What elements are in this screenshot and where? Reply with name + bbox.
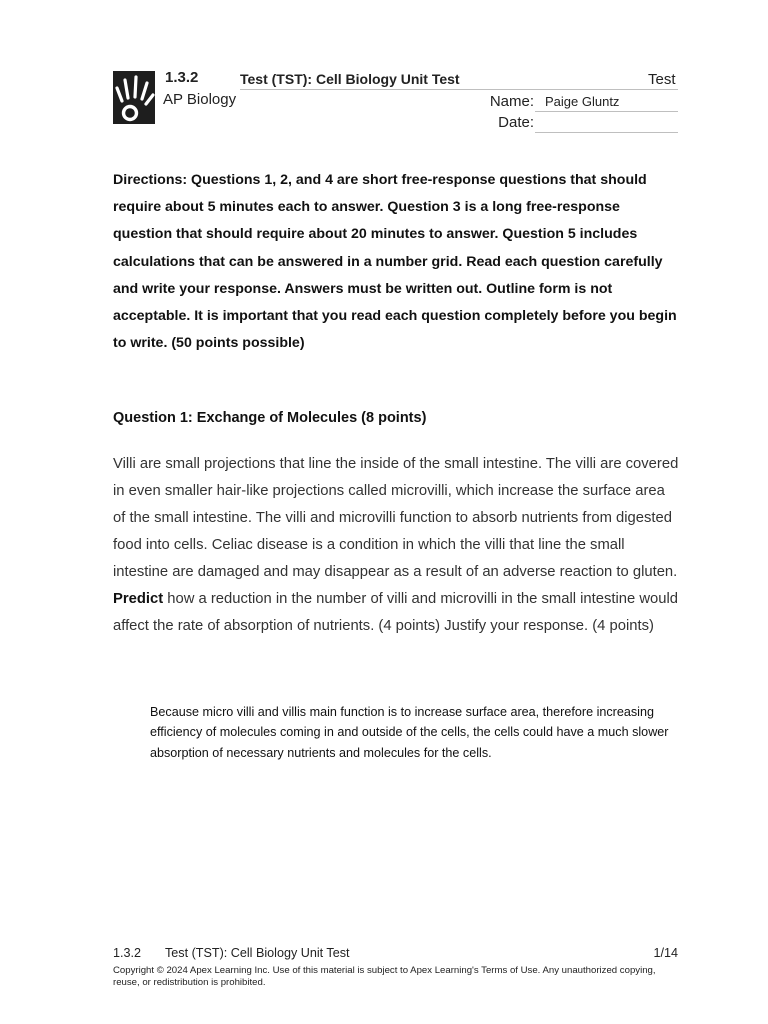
page-number: 1/14 xyxy=(653,946,678,960)
prompt-text: how a reduction in the number of villi and microvilli in the small intestine would affect the rate of absorption of nutrients. (4 points) Justify your response. (4 points) xyxy=(113,591,679,634)
name-field[interactable]: Paige Gluntz xyxy=(545,94,620,109)
section-number: 1.3.2 xyxy=(165,69,199,86)
question-1-heading: Question 1: Exchange of Molecules (8 points) xyxy=(113,410,427,426)
directions-text: Directions: Questions 1, 2, and 4 are short free-response questions that should require about 5 minutes each to answer. Question 3 is a long free-response question that should require about 20 minutes to answer. Question 5 includes calculations that can be answered in a number grid. Read each question carefully and write your response. Answers must be written out. Outline form is not acceptable. It is important that you read each question completely before you begin to write. (50 points possible) xyxy=(113,172,677,352)
document-type: Test xyxy=(648,71,676,88)
question-1-prompt xyxy=(113,451,679,640)
date-label: Date: xyxy=(498,114,534,131)
copyright-notice: Copyright © 2024 Apex Learning Inc. Use of this material is subject to Apex Learning's Terms of Use. Any unauthorized copying, reuse, or redistribution is prohibited. xyxy=(113,965,656,988)
prompt-text: Villi are small projections that line the inside of the small intestine. The villi are covered in even smaller hair-like projections called microvilli, which increase the surface area of the small intestine. The villi and microvilli function to absorb nutrients from digested food into cells. Celiac disease is a condition in which the villi that line the small intestine are damaged and may disappear as a result of an adverse reaction to gluten. xyxy=(113,456,679,580)
footer-section: 1.3.2 xyxy=(113,946,142,960)
name-label: Name: xyxy=(489,93,534,110)
apex-sunburst-logo-icon xyxy=(113,71,155,124)
header-divider xyxy=(240,89,678,90)
predict-emphasis: Predict xyxy=(113,591,164,607)
date-field[interactable] xyxy=(535,132,678,133)
question-1-answer[interactable]: Because micro villi and villis main function is to increase surface area, therefore increasing efficiency of molecules coming in and outside of the cells, the cells could have a much slower absorption of necessary nutrients and molecules for the cells. xyxy=(150,705,669,760)
test-title: Test (TST): Cell Biology Unit Test xyxy=(240,71,460,87)
course-name: AP Biology xyxy=(163,91,237,108)
name-underline xyxy=(535,111,678,112)
footer-title: Test (TST): Cell Biology Unit Test xyxy=(165,946,350,960)
